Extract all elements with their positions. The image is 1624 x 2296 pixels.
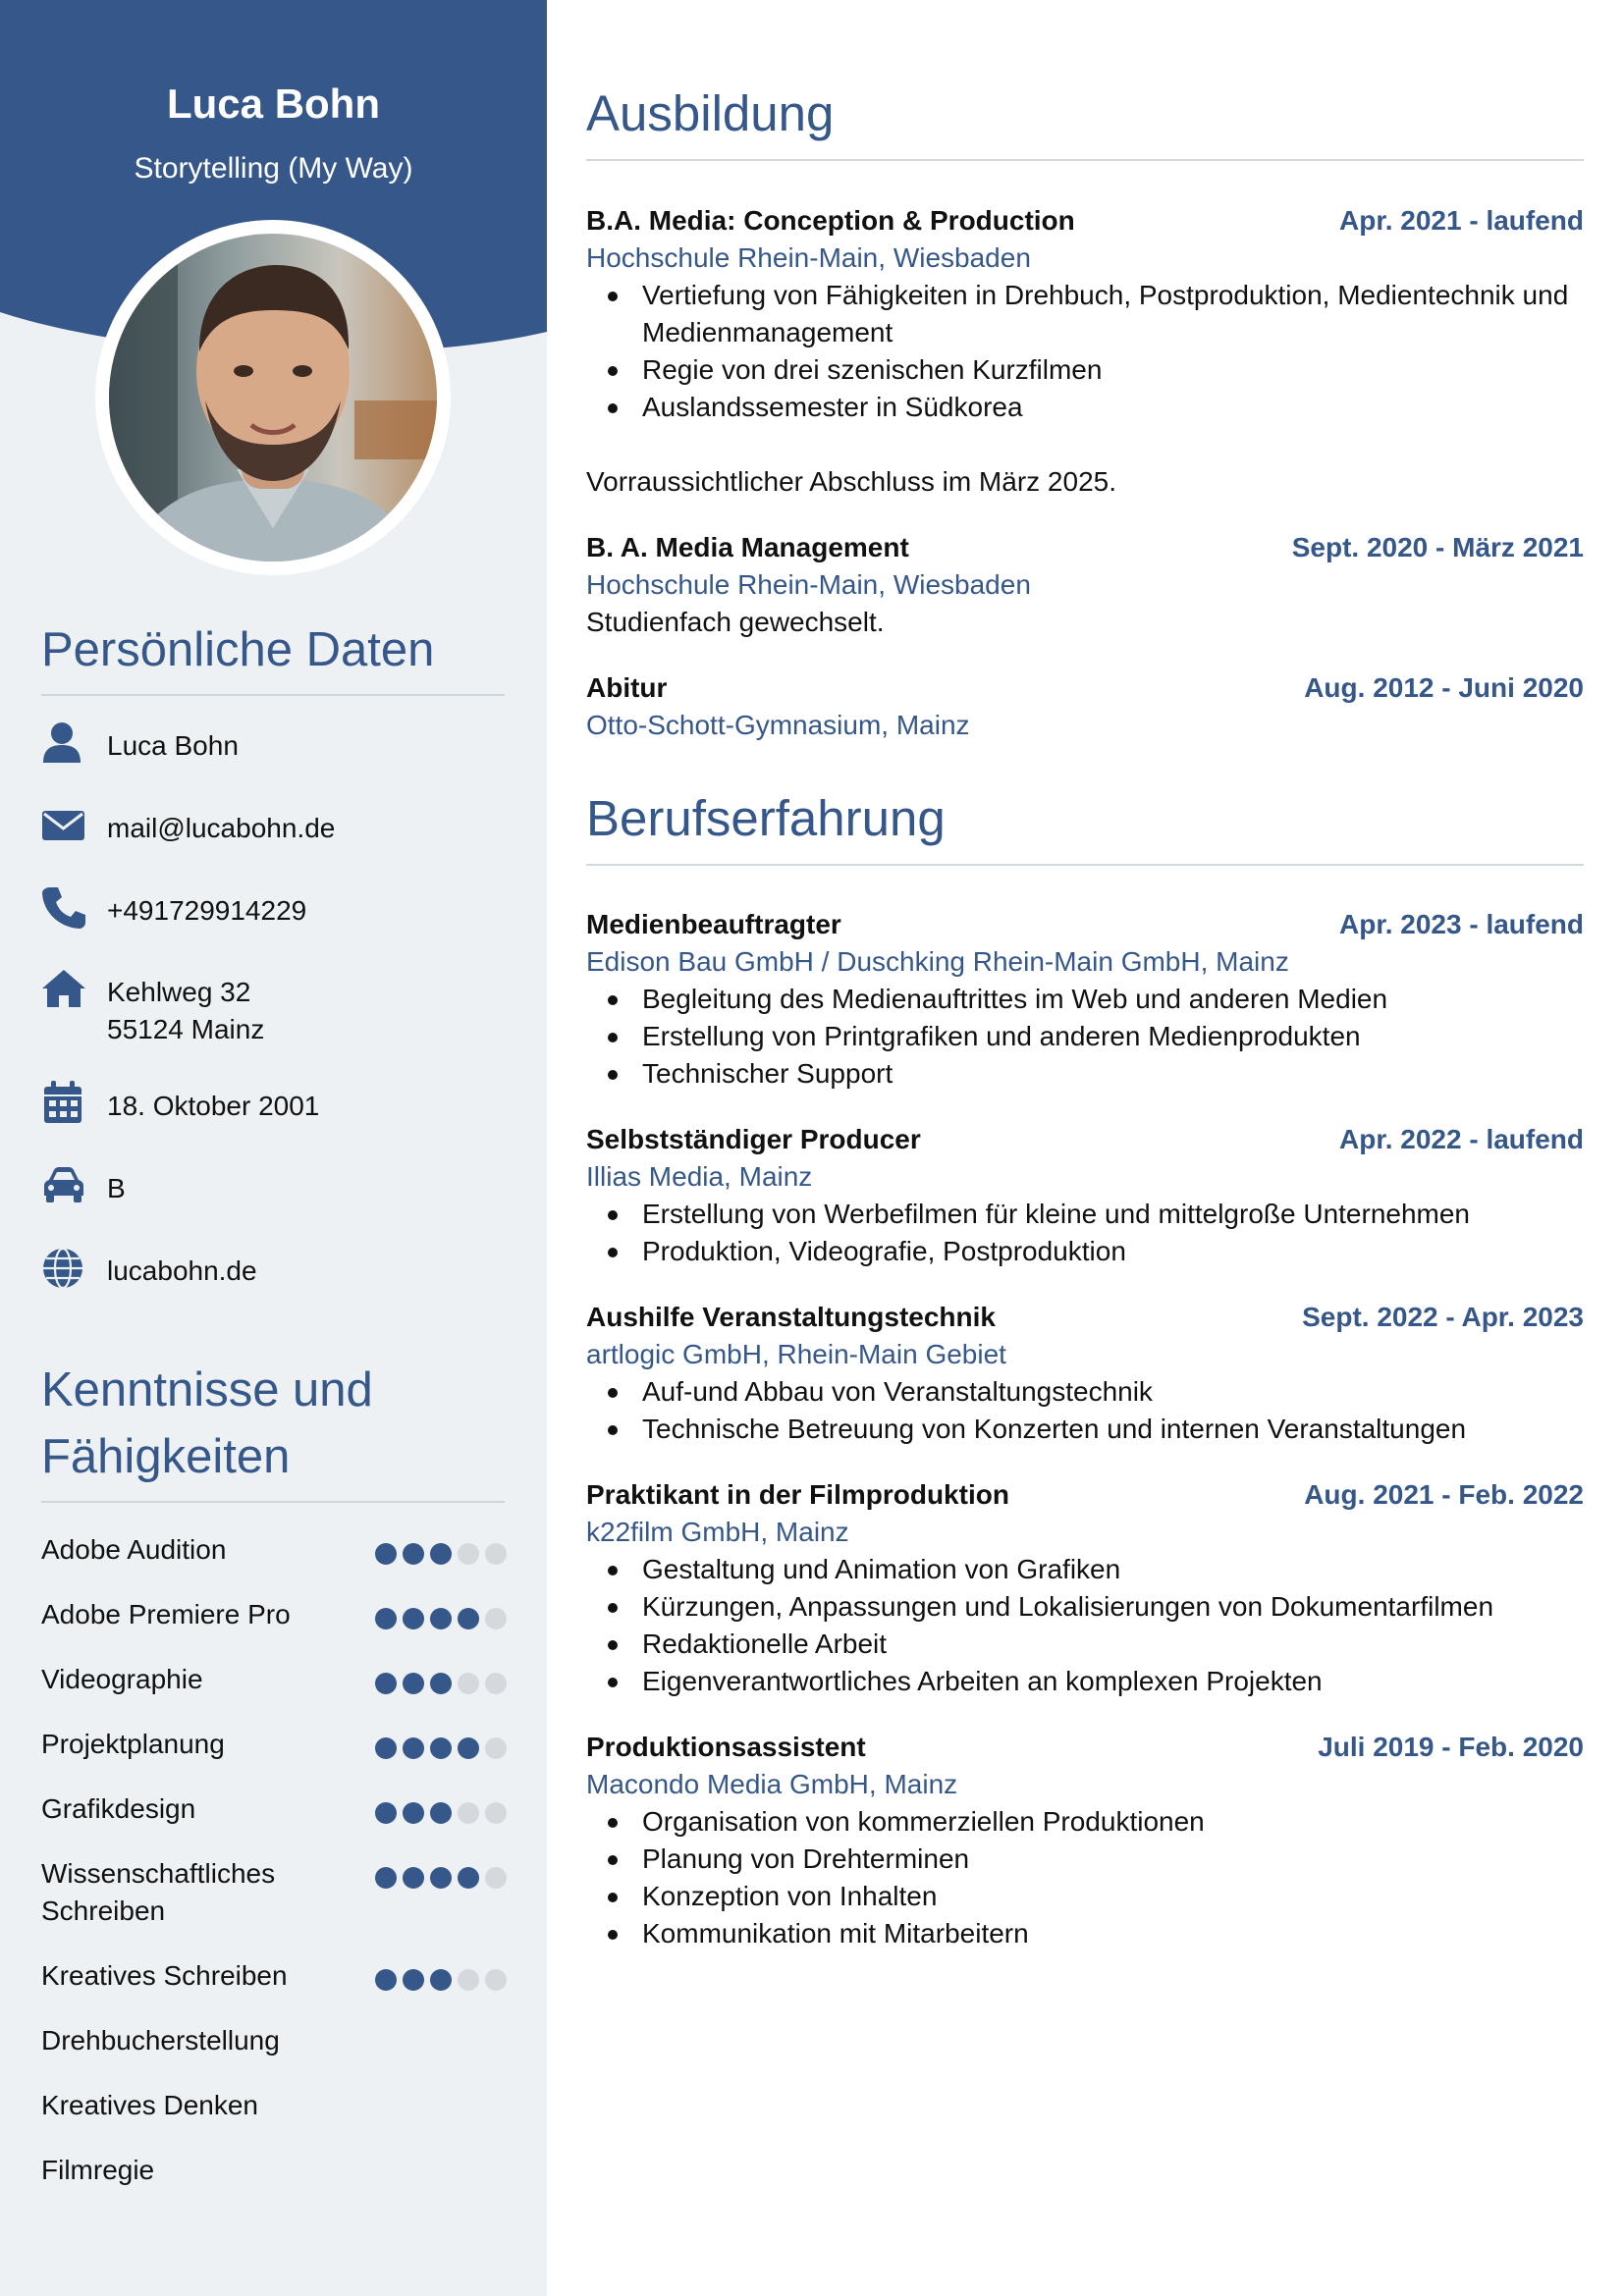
rating-dot-filled (458, 1867, 479, 1889)
rating-dot-filled (375, 1802, 397, 1824)
bullet-icon (608, 1210, 618, 1220)
home-icon (41, 966, 86, 1011)
rating-dot-filled (430, 1673, 452, 1694)
skill-label: Kreatives Denken (41, 2090, 259, 2120)
bullet-icon (608, 995, 618, 1005)
rating-dot-filled (430, 1802, 452, 1824)
rating-dot-empty (485, 1867, 507, 1889)
skill-rating (375, 1867, 507, 1889)
rating-dot-filled (403, 1802, 424, 1824)
bullet-icon (608, 1388, 618, 1398)
divider (586, 864, 1584, 866)
list-item (586, 1018, 1588, 1055)
rating-dot-filled (375, 1867, 397, 1889)
user-icon (41, 720, 86, 765)
list-item (586, 1803, 1588, 1841)
rating-dot-filled (375, 1673, 397, 1694)
list-item (586, 1411, 1588, 1448)
rating-dot-filled (430, 1969, 452, 1991)
bullet-icon (608, 1678, 618, 1687)
bullet-icon (608, 1818, 618, 1828)
rating-dot-filled (375, 1737, 397, 1759)
skills-heading-line-2: Fähigkeiten (41, 1430, 291, 1483)
phone-icon (41, 884, 86, 930)
skill-label: Videographie (41, 1664, 203, 1694)
list-item (586, 1626, 1588, 1663)
rating-dot-filled (403, 1867, 424, 1889)
list-item (586, 1588, 1588, 1626)
list-item (586, 1373, 1588, 1411)
list-item-text: Erstellung von Printgrafiken und anderen Medienprodukten (642, 1021, 1361, 1051)
bullet-icon (608, 292, 618, 301)
list-item (586, 1196, 1588, 1233)
skills-heading (41, 1357, 503, 1490)
list-item-text: Eigenverantwortliches Arbeiten an komplexen Projekten (642, 1666, 1323, 1696)
skill-row (41, 1790, 507, 1830)
rating-dot-filled (375, 1543, 397, 1565)
personal-email-text[interactable]: mail@lucabohn.de (107, 813, 336, 843)
entry-title: Selbstständiger Producer (586, 1124, 921, 1154)
divider (586, 159, 1584, 161)
rating-dot-filled (430, 1543, 452, 1565)
bullet-icon (608, 1930, 618, 1940)
skill-rating (375, 1543, 507, 1565)
list-item-text: Organisation von kommerziellen Produktionen (642, 1806, 1205, 1837)
skill-row (41, 1531, 507, 1571)
rating-dot-filled (375, 1969, 397, 1991)
rating-dot-filled (430, 1867, 452, 1889)
list-item-text: Produktion, Videografie, Postproduktion (642, 1236, 1126, 1266)
globe-icon (41, 1245, 86, 1290)
skill-row (41, 2022, 507, 2061)
list-item (586, 351, 1588, 389)
bullet-icon (608, 403, 618, 413)
entry-title: Praktikant in der Filmproduktion (586, 1479, 1009, 1510)
rating-dot-empty (485, 1802, 507, 1824)
bullet-icon (608, 1603, 618, 1613)
bullet-icon (608, 366, 618, 376)
entry-note: Studienfach gewechselt. (586, 607, 885, 637)
rating-dot-filled (375, 1608, 397, 1629)
personal-data-heading: Persönliche Daten (41, 623, 435, 676)
skill-label: Adobe Audition (41, 1534, 227, 1565)
car-icon (41, 1162, 86, 1207)
bullet-icon (608, 1855, 618, 1865)
list-item (586, 277, 1588, 351)
bullet-list (586, 1196, 1588, 1270)
skill-label-line-1: Wissenschaftliches (41, 1858, 276, 1889)
bullet-list (586, 1551, 1588, 1700)
rating-dot-empty (485, 1737, 507, 1759)
list-item-text: Auslandssemester in Südkorea (642, 392, 1023, 422)
divider (41, 694, 505, 696)
list-item (586, 1841, 1588, 1878)
rating-dot-filled (458, 1608, 479, 1629)
list-item (586, 389, 1588, 426)
skill-rating (375, 1969, 507, 1991)
skill-row (41, 1661, 507, 1700)
entry-organization: k22film GmbH, Mainz (586, 1517, 849, 1547)
list-item-text: Technischer Support (642, 1058, 893, 1089)
list-item (586, 1055, 1588, 1093)
entry-note: Vorraussichtlicher Abschluss im März 2025. (586, 466, 1116, 497)
list-item-text: Regie von drei szenischen Kurzfilmen (642, 354, 1103, 385)
list-item-text: Vertiefung von Fähigkeiten in Drehbuch, Postproduktion, Medientechnik und (642, 280, 1569, 310)
entry-organization: Otto-Schott-Gymnasium, Mainz (586, 710, 970, 740)
personal-address-text (107, 974, 264, 1048)
portrait-image (109, 234, 437, 561)
entry-title: Abitur (586, 672, 668, 703)
list-item-text: Auf-und Abbau von Veranstaltungstechnik (642, 1376, 1153, 1407)
list-item-text: Kommunikation mit Mitarbeitern (642, 1918, 1029, 1949)
skill-row (41, 2087, 507, 2126)
list-item (586, 1663, 1588, 1700)
bullet-list (586, 1373, 1588, 1448)
rating-dot-empty (458, 1969, 479, 1991)
entry-organization: artlogic GmbH, Rhein-Main Gebiet (586, 1339, 1006, 1369)
entry-title: Produktionsassistent (586, 1732, 866, 1762)
personal-phone-text[interactable]: +491729914229 (107, 895, 307, 926)
bullet-icon (608, 1566, 618, 1575)
profile-name: Luca Bohn (167, 80, 380, 127)
rating-dot-empty (458, 1802, 479, 1824)
bullet-list (586, 981, 1588, 1093)
sidebar (0, 0, 547, 2296)
skill-row (41, 1726, 507, 1765)
entry-date: Aug. 2012 - Juni 2020 (1304, 672, 1584, 703)
personal-birthdate-text: 18. Oktober 2001 (107, 1091, 320, 1121)
rating-dot-filled (403, 1673, 424, 1694)
list-item-text: Kürzungen, Anpassungen und Lokalisierungen von Dokumentarfilmen (642, 1591, 1494, 1622)
bullet-icon (608, 1248, 618, 1257)
personal-name-text: Luca Bohn (107, 730, 239, 761)
skill-label: Drehbucherstellung (41, 2025, 280, 2056)
skill-rating (375, 1737, 507, 1759)
list-item-text: Begleitung des Medienauftrittes im Web und anderen Medien (642, 984, 1388, 1014)
rating-dot-empty (458, 1673, 479, 1694)
entry-date: Apr. 2023 - laufend (1339, 909, 1584, 939)
entry-title: B.A. Media: Conception & Production (586, 205, 1075, 236)
entry-date: Sept. 2020 - März 2021 (1291, 532, 1584, 562)
skill-rating (375, 1673, 507, 1694)
skill-rating (375, 1608, 507, 1629)
entry-organization: Hochschule Rhein-Main, Wiesbaden (586, 569, 1031, 600)
entry-date: Sept. 2022 - Apr. 2023 (1302, 1302, 1584, 1332)
list-item (586, 1915, 1588, 1952)
list-item-text: Technische Betreuung von Konzerten und internen Veranstaltungen (642, 1414, 1467, 1444)
divider (41, 1501, 505, 1503)
skill-label-line-2: Schreiben (41, 1896, 166, 1926)
rating-dot-filled (430, 1608, 452, 1629)
list-item-text: Gestaltung und Animation von Grafiken (642, 1554, 1121, 1584)
entry-date: Apr. 2022 - laufend (1339, 1124, 1584, 1154)
rating-dot-filled (403, 1608, 424, 1629)
skill-label: Grafikdesign (41, 1793, 196, 1824)
entry-organization: Macondo Media GmbH, Mainz (586, 1769, 958, 1799)
bullet-icon (608, 1425, 618, 1435)
entry-title: Aushilfe Veranstaltungstechnik (586, 1302, 996, 1332)
bullet-list (586, 277, 1588, 426)
rating-dot-filled (430, 1737, 452, 1759)
list-item (586, 1878, 1588, 1915)
list-item (586, 1551, 1588, 1588)
bullet-icon (608, 1033, 618, 1042)
list-item-text: Erstellung von Werbefilmen für kleine und mittelgroße Unternehmen (642, 1199, 1471, 1229)
skill-label: Projektplanung (41, 1729, 225, 1759)
list-item-text-continued: Medienmanagement (642, 317, 893, 347)
bullet-icon (608, 1070, 618, 1080)
skill-row (41, 1855, 507, 1926)
skill-row (41, 1957, 507, 1997)
rating-dot-empty (485, 1543, 507, 1565)
entry-organization: Hochschule Rhein-Main, Wiesbaden (586, 242, 1031, 273)
list-item (586, 981, 1588, 1018)
skill-row (41, 1596, 507, 1635)
address-line-2: 55124 Mainz (107, 1014, 265, 1044)
rating-dot-empty (485, 1969, 507, 1991)
profile-tagline: Storytelling (My Way) (134, 152, 413, 185)
skill-rating (375, 1802, 507, 1824)
rating-dot-filled (403, 1737, 424, 1759)
entry-date: Apr. 2021 - laufend (1339, 205, 1584, 236)
entry-date: Aug. 2021 - Feb. 2022 (1304, 1479, 1584, 1510)
bullet-list (586, 1803, 1588, 1952)
skill-label: Adobe Premiere Pro (41, 1599, 291, 1629)
rating-dot-empty (485, 1608, 507, 1629)
list-item-text: Planung von Drehterminen (642, 1843, 970, 1874)
skill-row (41, 2152, 507, 2191)
profile-photo (95, 220, 451, 575)
personal-website-text[interactable]: lucabohn.de (107, 1255, 257, 1286)
skill-label (41, 1855, 336, 1930)
entry-title: B. A. Media Management (586, 532, 909, 562)
list-item (586, 1233, 1588, 1270)
entry-title: Medienbeauftragter (586, 909, 841, 939)
entry-organization: Illias Media, Mainz (586, 1161, 813, 1192)
rating-dot-filled (403, 1543, 424, 1565)
skill-label: Kreatives Schreiben (41, 1960, 288, 1991)
address-line-1: Kehlweg 32 (107, 977, 251, 1007)
envelope-icon (41, 802, 86, 847)
personal-license-text: B (107, 1173, 126, 1203)
skill-label: Filmregie (41, 2155, 155, 2185)
entry-date: Juli 2019 - Feb. 2020 (1318, 1732, 1584, 1762)
entry-organization: Edison Bau GmbH / Duschking Rhein-Main GmbH, Mainz (586, 946, 1289, 977)
calendar-icon (41, 1080, 86, 1125)
rating-dot-empty (458, 1543, 479, 1565)
list-item-text: Konzeption von Inhalten (642, 1881, 938, 1911)
bullet-icon (608, 1893, 618, 1902)
skills-heading-line-1: Kenntnisse und (41, 1363, 373, 1416)
list-item-text: Redaktionelle Arbeit (642, 1629, 888, 1659)
bullet-icon (608, 1640, 618, 1650)
rating-dot-empty (485, 1673, 507, 1694)
rating-dot-filled (403, 1969, 424, 1991)
rating-dot-filled (458, 1737, 479, 1759)
experience-heading: Berufserfahrung (586, 790, 946, 846)
education-heading: Ausbildung (586, 85, 835, 141)
